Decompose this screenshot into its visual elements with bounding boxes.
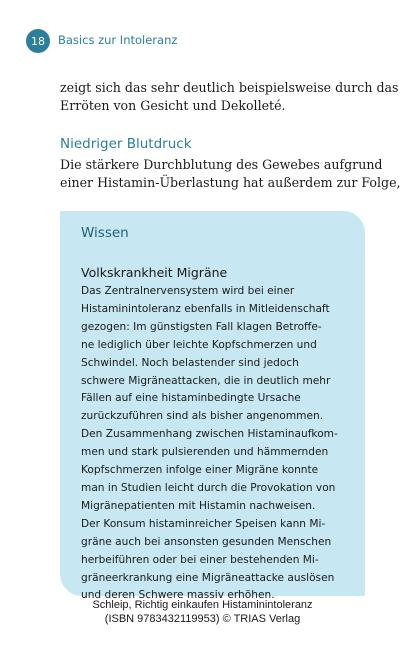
wissen-line: gezogen: Im günstigsten Fall klagen Betroffe- bbox=[81, 320, 322, 333]
wissen-body bbox=[81, 283, 338, 605]
wissen-line: zurückzuführen sind als bisher angenommen. bbox=[81, 410, 324, 423]
wissen-line: herbeiführen oder bei einer bestehenden Mi- bbox=[81, 553, 319, 566]
intro-line: zeigt sich das sehr deutlich beispielsweise durch das bbox=[60, 80, 399, 95]
wissen-line: ne lediglich über leichte Kopfschmerzen und bbox=[81, 338, 317, 351]
section-heading: Niedriger Blutdruck bbox=[60, 136, 192, 152]
wissen-box bbox=[60, 211, 365, 602]
wissen-line: Migränepatienten mit Histamin nachweisen. bbox=[81, 499, 316, 512]
intro-line: Erröten von Gesicht und Dekolleté. bbox=[60, 97, 286, 113]
wissen-line: gräneerkrankung eine Migräneattacke auslösen bbox=[81, 571, 335, 584]
wissen-line: gräne auch bei ansonsten gesunden Menschen bbox=[81, 535, 332, 548]
wissen-line: und deren Schwere massiv erhöhen. bbox=[81, 589, 275, 602]
section-line: einer Histamin-Überlastung hat außerdem zur Folge, bbox=[60, 174, 401, 190]
section-paragraph bbox=[60, 156, 401, 191]
wissen-subtitle: Volkskrankheit Migräne bbox=[81, 265, 228, 280]
footer-line: Schleip, Richtig einkaufen Histaminintoleranz bbox=[92, 599, 313, 611]
wissen-line: Fällen auf eine histaminbedingte Ursache bbox=[81, 392, 301, 405]
page-number: 18 bbox=[31, 34, 45, 48]
page-number-badge bbox=[26, 29, 50, 53]
wissen-line: Das Zentralnervensystem wird bei einer bbox=[81, 285, 295, 297]
footer-credit bbox=[0, 598, 405, 626]
wissen-line: man in Studien leicht durch die Provokation von bbox=[81, 481, 336, 494]
wissen-line: Schwindel. Noch belastender sind jedoch bbox=[81, 356, 299, 369]
intro-paragraph bbox=[60, 79, 399, 114]
wissen-title: Wissen bbox=[81, 225, 129, 241]
wissen-line: Den Zusammenhang zwischen Histaminaufkom- bbox=[81, 428, 338, 441]
wissen-line: Der Konsum histaminreicher Speisen kann Mi- bbox=[81, 517, 326, 530]
wissen-line: Histaminintoleranz ebenfalls in Mitleidenschaft bbox=[81, 302, 330, 315]
wissen-line: Kopfschmerzen infolge einer Migräne konnte bbox=[81, 464, 319, 477]
footer-line: (ISBN 9783432119953) © TRIAS Verlag bbox=[104, 613, 301, 625]
section-line: Die stärkere Durchblutung des Gewebes aufgrund bbox=[60, 157, 383, 172]
running-head: Basics zur Intoleranz bbox=[58, 33, 178, 47]
wissen-line: schwere Migräneattacken, die in deutlich mehr bbox=[81, 374, 331, 387]
wissen-line: men und stark pulsierenden und hämmernden bbox=[81, 446, 329, 459]
